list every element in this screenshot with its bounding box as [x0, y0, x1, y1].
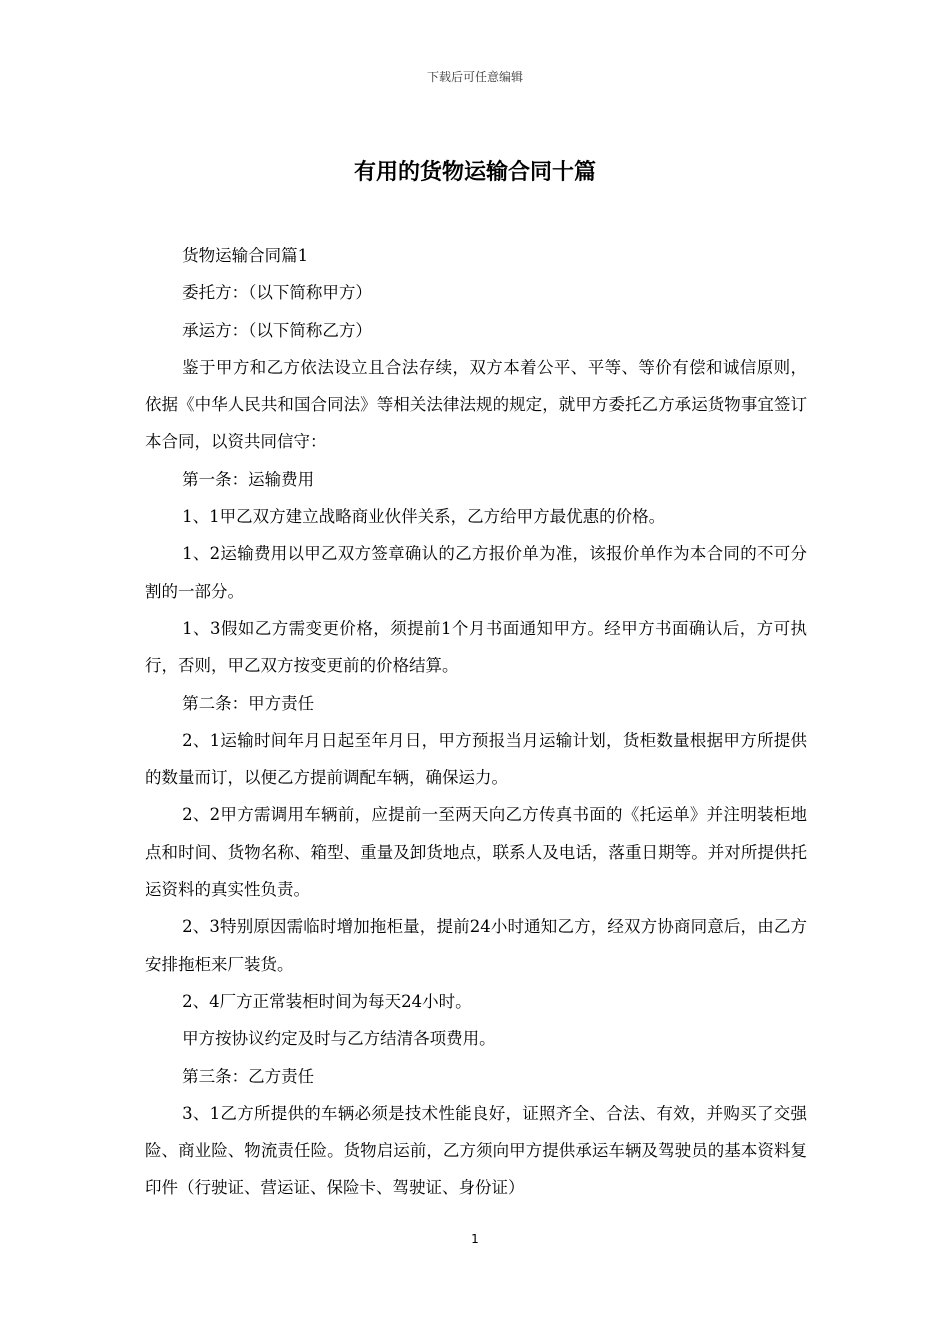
- paragraph: 第一条：运输费用: [182, 469, 315, 489]
- paragraph: 3、1乙方所提供的车辆必须是技术性能良好，证照齐全、合法、有效，并购买了交强险、商业险、物流责任险。货物启运前，乙方须向甲方提供承运车辆及驾驶员的基本资料复印件（行驶证、营运证、保险卡、驾驶证、身份证）: [145, 1103, 807, 1198]
- paragraph: 货物运输合同篇1: [182, 246, 309, 265]
- paragraph: 1、1甲乙双方建立战略商业伙伴关系，乙方给甲方最优惠的价格。: [182, 507, 666, 527]
- paragraph: 1、3假如乙方需变更价格，须提前1个月书面通知甲方。经甲方书面确认后，方可执行，否则，甲乙双方按变更前的价格结算。: [145, 618, 807, 676]
- paragraph: 甲方按协议约定及时与乙方结清各项费用。: [182, 1029, 496, 1049]
- paragraph: 2、4厂方正常装柜时间为每天24小时。: [182, 991, 472, 1011]
- paragraph: 委托方：（以下简称甲方）: [182, 283, 372, 303]
- paragraph: 2、3特别原因需临时增加拖柜量，提前24小时通知乙方，经双方协商同意后，由乙方安排拖柜来厂装货。: [145, 917, 807, 974]
- paragraph: 第二条：甲方责任: [182, 693, 315, 713]
- paragraph: 鉴于甲方和乙方依法设立且合法存续，双方本着公平、平等、等价有偿和诚信原则，依据《中华人民共和国合同法》等相关法律法规的规定，就甲方委托乙方承运货物事宜签订本合同，以资共同信守：: [145, 357, 807, 452]
- page-number: 1: [471, 1232, 479, 1246]
- paragraph: 承运方：（以下简称乙方）: [182, 320, 372, 340]
- document-title: 有用的货物运输合同十篇: [353, 160, 596, 185]
- document-body: [145, 237, 807, 1207]
- paragraph: 2、1运输时间年月日起至年月日，甲方预报当月运输计划，货柜数量根据甲方所提供的数量而订，以便乙方提前调配车辆，确保运力。: [145, 730, 807, 788]
- paragraph: 第三条：乙方责任: [182, 1066, 315, 1086]
- paragraph: 1、2运输费用以甲乙双方签章确认的乙方报价单为准，该报价单作为本合同的不可分割的一部分。: [145, 544, 807, 601]
- header-note: 下载后可任意编辑: [426, 70, 523, 84]
- paragraph: 2、2甲方需调用车辆前，应提前一至两天向乙方传真书面的《托运单》并注明装柜地点和时间、货物名称、箱型、重量及卸货地点，联系人及电话，落重日期等。并对所提供托运资料的真实性负责。: [145, 805, 807, 900]
